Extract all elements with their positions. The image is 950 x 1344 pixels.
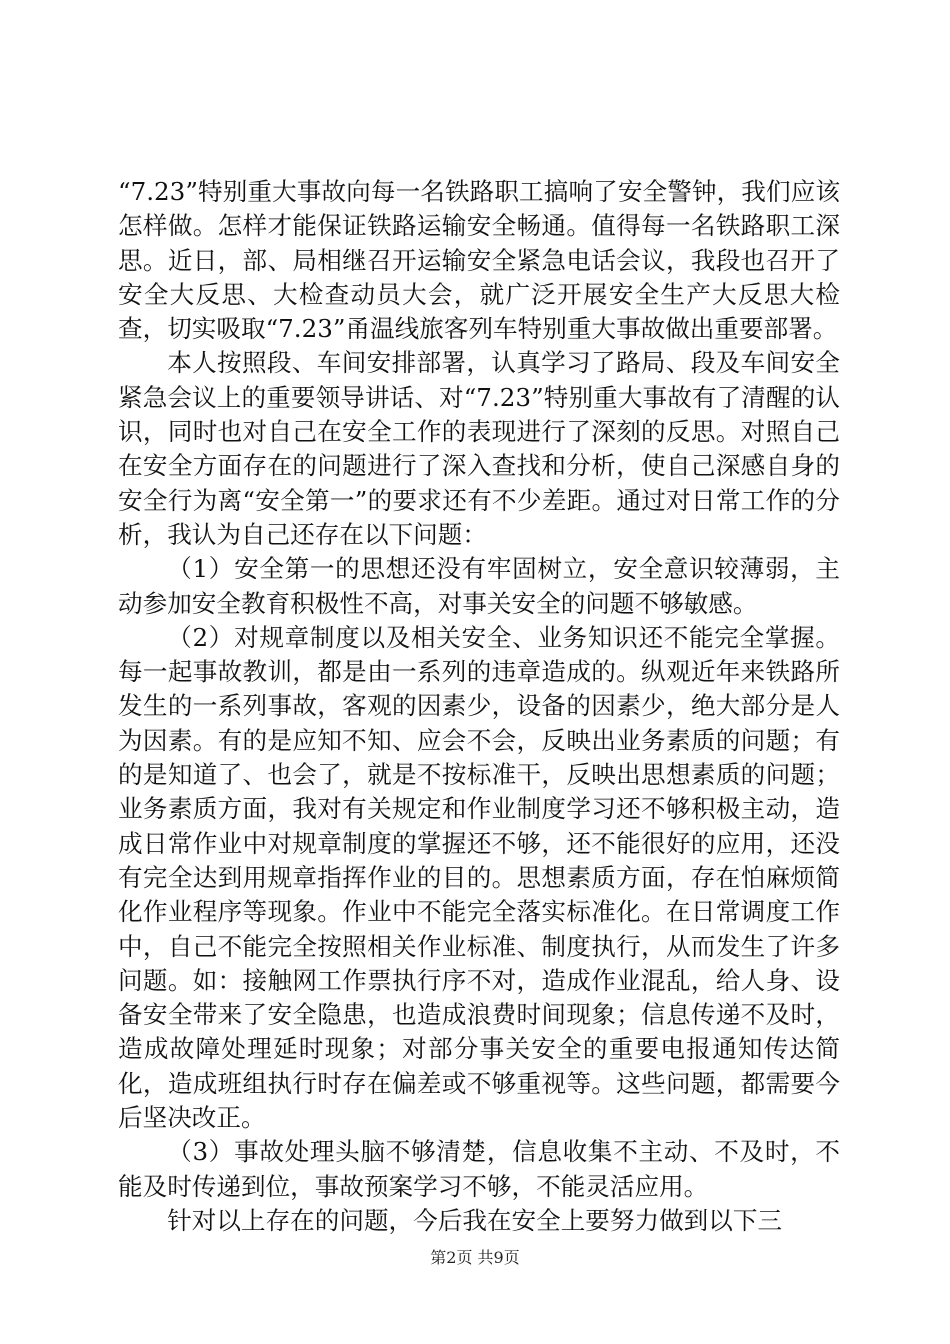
- paragraph-issue-2: （2）对规章制度以及相关安全、业务知识还不能完全掌握。每一起事故教训，都是由一系列的违章造成的。纵观近年来铁路所发生的一系列事故，客观的因素少，设备的因素少，绝大部分是人为因素。有的是应知不知、应会不会，反映出业务素质的问题；有的是知道了、也会了，就是不按标准干，反映出思想素质的问题；业务素质方面，我对有关规定和作业制度学习还不够积极主动，造成日常作业中对规章制度的掌握还不够，还不能很好的应用，还没有完全达到用规章指挥作业的目的。思想素质方面，存在怕麻烦简化作业程序等现象。作业中不能完全落实标准化。在日常调度工作中，自己不能完全按照相关作业标准、制度执行，从而发生了许多问题。如：接触网工作票执行序不对，造成作业混乱，给人身、设备安全带来了安全隐患，也造成浪费时间现象；信息传递不及时，造成故障处理延时现象；对部分事关安全的重要电报通知传达简化，造成班组执行时存在偏差或不够重视等。这些问题，都需要今后坚决改正。: [118, 622, 840, 1133]
- paragraph-intro: “7.23”特别重大事故向每一名铁路职工搞响了安全警钟，我们应该怎样做。怎样才能保证铁路运输安全畅通。值得每一名铁路职工深思。近日，部、局相继召开运输安全紧急电话会议，我段也召开了安全大反思、大检查动员大会，就广泛开展安全生产大反思大检查，切实吸取“7.23”甬温线旅客列车特别重大事故做出重要部署。: [118, 177, 840, 344]
- paragraph-issue-3: （3）事故处理头脑不够清楚，信息收集不主动、不及时，不能及时传递到位，事故预案学习不够，不能灵活应用。: [118, 1137, 840, 1201]
- document-body: [118, 175, 840, 1238]
- page-number-footer: 第2页 共9页: [430, 1248, 520, 1267]
- paragraph-reflection: 本人按照段、车间安排部署，认真学习了路局、段及车间安全紧急会议上的重要领导讲话、对“7.23”特别重大事故有了清醒的认识，同时也对自己在安全工作的表现进行了深刻的反思。对照自己在安全方面存在的问题进行了深入查找和分析，使自己深感自身的安全行为离“安全第一”的要求还有不少差距。通过对日常工作的分析，我认为自己还存在以下问题：: [118, 348, 840, 549]
- paragraph-issue-1: （1）安全第一的思想还没有牢固树立，安全意识较薄弱，主动参加安全教育积极性不高，对事关安全的问题不够敏感。: [118, 554, 840, 618]
- paragraph-conclusion: 针对以上存在的问题，今后我在安全上要努力做到以下三: [167, 1205, 783, 1235]
